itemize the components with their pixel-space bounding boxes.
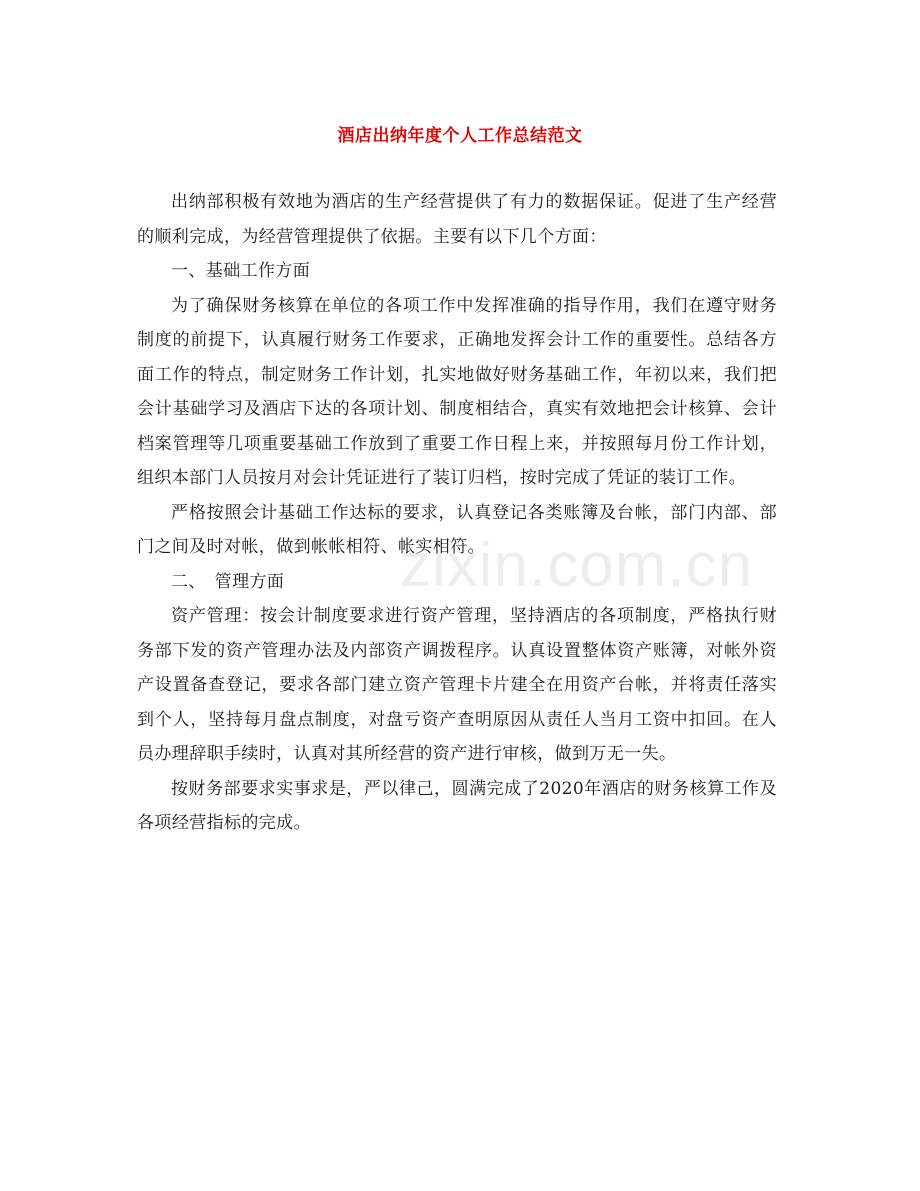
watermark: zixin.com.cn [400, 531, 754, 600]
document-title: 酒店出纳年度个人工作总结范文 [337, 126, 583, 146]
document-body [137, 185, 777, 841]
section-heading-basic-work: 一、基础工作方面 [171, 261, 311, 281]
paragraph-accounting-standards: 严格按照会计基础工作达标的要求，认真登记各类账簿及台帐，部门内部、部门之间及时对帐，做到帐帐相符、帐实相符。 [137, 502, 777, 557]
paragraph-intro: 出纳部积极有效地为酒店的生产经营提供了有力的数据保证。促进了生产经营的顺利完成，为经营管理提供了依据。主要有以下几个方面： [137, 192, 777, 247]
section-heading-management: 二、 管理方面 [171, 571, 285, 592]
paragraph-basic-work: 为了确保财务核算在单位的各项工作中发挥准确的指导作用，我们在遵守财务制度的前提下，认真履行财务工作要求，正确地发挥会计工作的重要性。总结各方面工作的特点，制定财务工作计划，扎实地做好财务基础工作，年初以来，我们把会计基础学习及酒店下达的各项计划、制度相结合，真实有效地把会计核算、会计档案管理等几项重要基础工作放到了重要工作日程上来，并按照每月份工作计划，组织本部门人员按月对会计凭证进行了装订归档，按时完成了凭证的装订工作。 [137, 295, 777, 488]
paragraph-conclusion: 按财务部要求实事求是，严以律己，圆满完成了2020年酒店的财务核算工作及各项经营指标的完成。 [137, 778, 777, 833]
paragraph-asset-management: 资产管理：按会计制度要求进行资产管理，坚持酒店的各项制度，严格执行财务部下发的资产管理办法及内部资产调拨程序。认真设置整体资产账簿，对帐外资产设置备查登记，要求各部门建立资产管理卡片建全在用资产台帐，并将责任落实到个人，坚持每月盘点制度，对盘亏资产查明原因从责任人当月工资中扣回。在人员办理辞职手续时，认真对其所经营的资产进行审核，做到万无一失。 [137, 606, 777, 764]
